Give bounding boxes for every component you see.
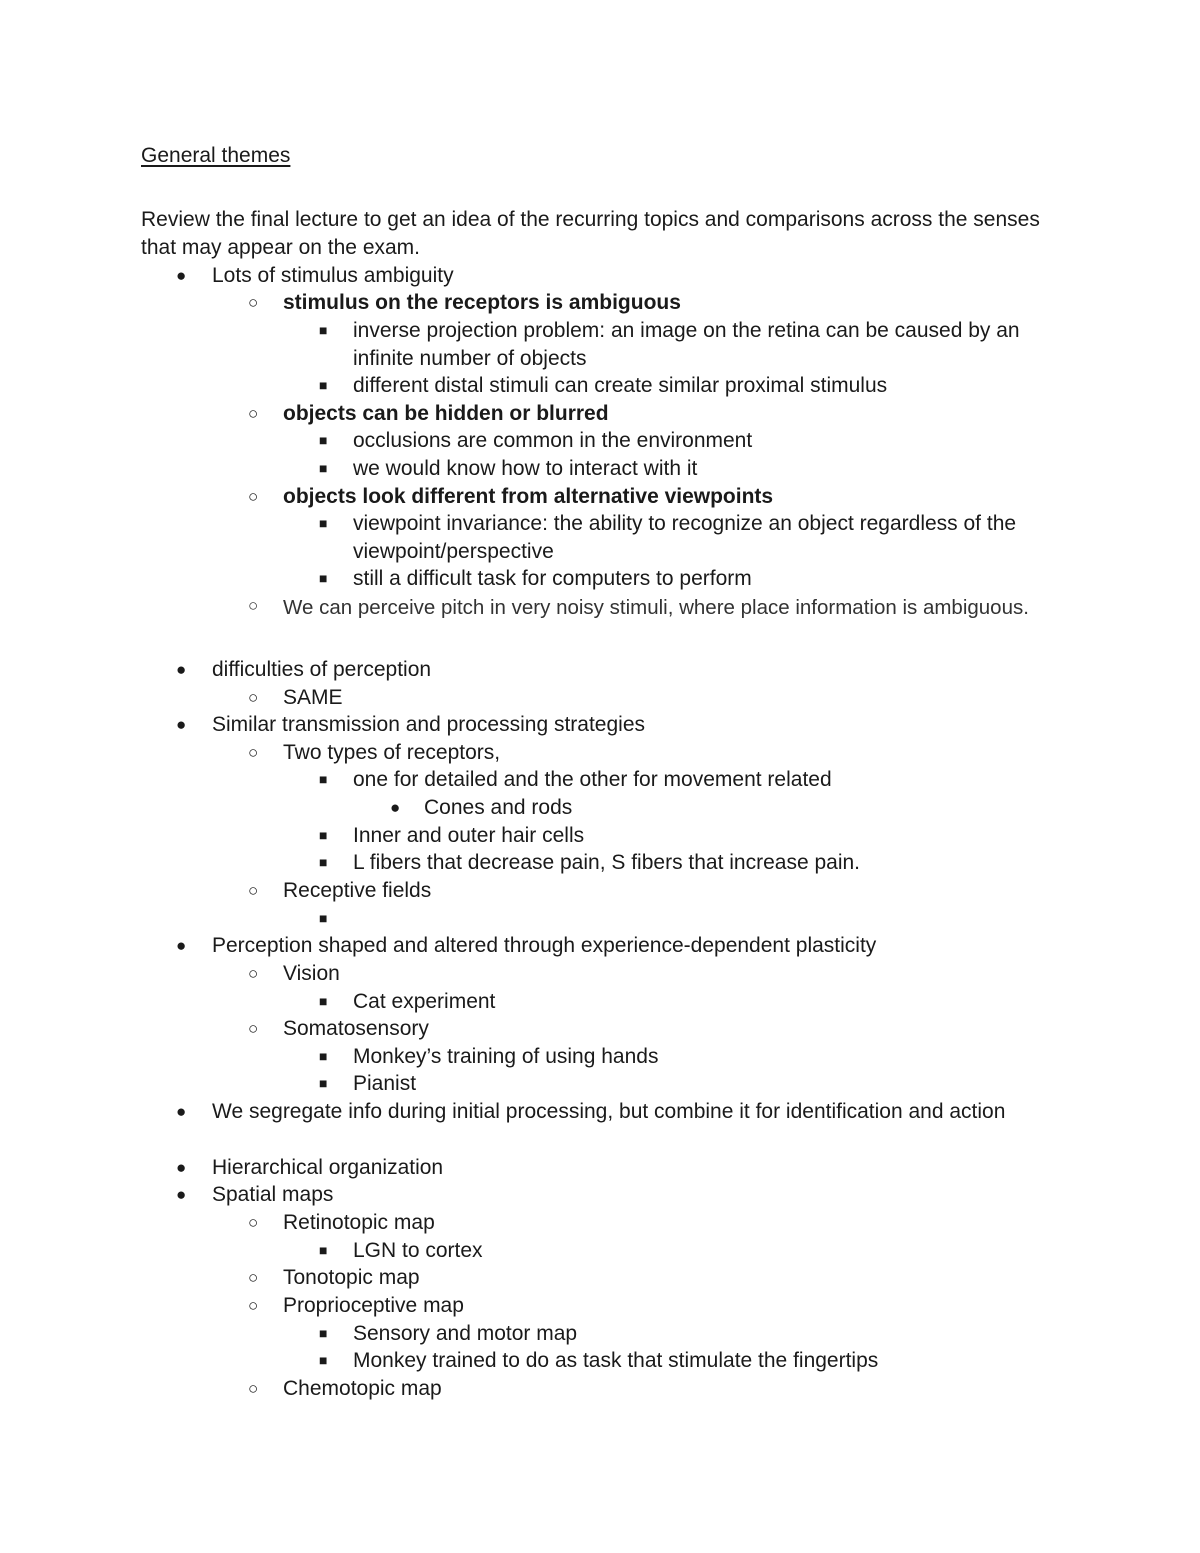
bullet-square-icon: ■ xyxy=(319,1048,328,1064)
list-item xyxy=(248,1375,1083,1403)
list-item xyxy=(319,1237,1053,1265)
bullet-square-icon: ■ xyxy=(319,1325,328,1341)
bullet-circle-icon: ○ xyxy=(248,1213,259,1232)
list-item xyxy=(319,1070,1053,1098)
list-item-text: objects can be hidden or blurred xyxy=(283,402,609,425)
list-item-text: Sensory and motor map xyxy=(353,1322,578,1345)
list-item xyxy=(176,1154,1072,1182)
list-item-text: Chemotopic map xyxy=(283,1377,442,1400)
list-item xyxy=(248,1264,1083,1292)
bullet-disc-icon: ● xyxy=(176,1185,187,1204)
bullet-square-icon: ■ xyxy=(319,1352,328,1368)
list-item xyxy=(176,1098,1012,1126)
bullet-circle-icon: ○ xyxy=(248,1268,259,1287)
bullet-square-icon: ■ xyxy=(319,515,328,531)
list-item-text: We segregate info during initial processing, but combine it for identification and action xyxy=(212,1100,1006,1123)
list-item-text: Two types of receptors, xyxy=(283,741,501,764)
bullet-square-icon: ■ xyxy=(319,432,328,448)
list-item xyxy=(319,1347,1053,1375)
list-item xyxy=(248,1209,1083,1237)
bullet-square-icon: ■ xyxy=(319,1242,328,1258)
bullet-square-icon: ■ xyxy=(319,827,328,843)
list-item xyxy=(319,766,1053,794)
list-item xyxy=(248,877,1083,905)
list-item-text: SAME xyxy=(283,686,343,709)
list-item xyxy=(319,849,1053,877)
list-item xyxy=(319,510,1073,565)
list-item xyxy=(319,822,1053,850)
list-item-text: Monkey trained to do as task that stimulate the fingertips xyxy=(353,1349,879,1372)
bullet-circle-icon: ○ xyxy=(248,688,259,707)
bullet-disc-icon: ● xyxy=(176,1158,187,1177)
bullet-square-icon: ■ xyxy=(319,993,328,1009)
list-item-text: Receptive fields xyxy=(283,879,432,902)
list-item-text: Similar transmission and processing strategies xyxy=(212,713,646,736)
list-item-text: LGN to cortex xyxy=(353,1239,483,1262)
list-item-text: Perception shaped and altered through experience-dependent plasticity xyxy=(212,934,877,957)
list-item-text: still a difficult task for computers to perform xyxy=(353,567,752,590)
page-title: General themes xyxy=(141,144,291,167)
bullet-circle-icon: ○ xyxy=(248,1379,259,1398)
list-item xyxy=(248,483,1083,511)
list-item xyxy=(319,455,1053,483)
list-item xyxy=(248,400,1083,428)
bullet-circle-icon: ○ xyxy=(248,596,259,615)
list-item xyxy=(319,565,1053,593)
list-item-text: viewpoint invariance: the ability to recognize an object regardless of the viewpoint/perspective xyxy=(353,512,1022,563)
bullet-circle-icon: ○ xyxy=(248,1296,259,1315)
list-item-text: one for detailed and the other for movement related xyxy=(353,768,832,791)
bullet-square-icon: ■ xyxy=(319,377,328,393)
list-item xyxy=(176,262,1072,290)
bullet-circle-icon: ○ xyxy=(248,964,259,983)
list-item xyxy=(248,739,1083,767)
list-item-text: Lots of stimulus ambiguity xyxy=(212,264,454,287)
bullet-disc-icon: ● xyxy=(176,660,187,679)
list-item-text: Somatosensory xyxy=(283,1017,429,1040)
list-item xyxy=(248,1015,1083,1043)
bullet-square-icon: ■ xyxy=(319,771,328,787)
bullet-disc-icon: ● xyxy=(176,936,187,955)
bullet-disc-icon: ● xyxy=(176,1102,187,1121)
list-item-text: Hierarchical organization xyxy=(212,1156,444,1179)
list-item-text: difficulties of perception xyxy=(212,658,432,681)
list-item xyxy=(319,988,1053,1016)
list-item xyxy=(176,1181,1072,1209)
list-item-text: occlusions are common in the environment xyxy=(353,429,753,452)
list-item-text: inverse projection problem: an image on the retina can be caused by an infinite number of objects xyxy=(353,319,1026,370)
list-item-text: objects look different from alternative viewpoints xyxy=(283,485,774,508)
list-item xyxy=(390,794,1024,822)
list-item-text: Tonotopic map xyxy=(283,1266,420,1289)
bullet-square-icon: ■ xyxy=(319,1075,328,1091)
list-item xyxy=(248,289,1083,317)
list-item xyxy=(248,960,1083,988)
list-item-text: L fibers that decrease pain, S fibers that increase pain. xyxy=(353,851,861,874)
list-item-text: Vision xyxy=(283,962,340,985)
bullet-circle-icon: ○ xyxy=(248,743,259,762)
list-item-text: Pianist xyxy=(353,1072,417,1095)
list-item xyxy=(319,1320,1053,1348)
list-item xyxy=(319,427,1053,455)
bullet-square-icon: ■ xyxy=(319,854,328,870)
list-item xyxy=(319,905,1053,932)
bullet-square-icon: ■ xyxy=(319,460,328,476)
list-item-text: Monkey’s training of using hands xyxy=(353,1045,659,1068)
list-item-text: Retinotopic map xyxy=(283,1211,435,1234)
list-item-text: stimulus on the receptors is ambiguous xyxy=(283,291,681,314)
list-item-text: We can perceive pitch in very noisy stimuli, where place information is ambiguous. xyxy=(283,596,1029,619)
list-item xyxy=(248,684,1083,712)
bullet-square-icon: ■ xyxy=(319,570,328,586)
bullet-disc-icon: ● xyxy=(176,266,187,285)
bullet-disc-icon: ● xyxy=(176,715,187,734)
bullet-circle-icon: ○ xyxy=(248,404,259,423)
list-item-text: Cones and rods xyxy=(424,796,573,819)
list-item xyxy=(319,1043,1053,1071)
list-item xyxy=(176,932,1072,960)
list-item-text: different distal stimuli can create similar proximal stimulus xyxy=(353,374,888,397)
bullet-circle-icon: ○ xyxy=(248,1019,259,1038)
bullet-square-icon: ■ xyxy=(319,910,328,926)
intro-paragraph: Review the final lecture to get an idea of the recurring topics and comparisons across the senses that may appear on the exam. xyxy=(141,208,1040,259)
list-item-text: Cat experiment xyxy=(353,990,496,1013)
list-item xyxy=(248,1292,1083,1320)
list-item-text: Proprioceptive map xyxy=(283,1294,464,1317)
list-item xyxy=(248,592,1043,623)
list-item xyxy=(176,656,1072,684)
list-item-text: Inner and outer hair cells xyxy=(353,824,585,847)
bullet-circle-icon: ○ xyxy=(248,487,259,506)
list-item xyxy=(176,711,1072,739)
bullet-disc-icon: ● xyxy=(390,798,401,817)
list-item-text: Spatial maps xyxy=(212,1183,334,1206)
bullet-circle-icon: ○ xyxy=(248,881,259,900)
list-item-text: we would know how to interact with it xyxy=(353,457,698,480)
list-item xyxy=(319,372,1053,400)
bullet-square-icon: ■ xyxy=(319,322,328,338)
list-item xyxy=(319,317,1053,372)
bullet-circle-icon: ○ xyxy=(248,293,259,312)
